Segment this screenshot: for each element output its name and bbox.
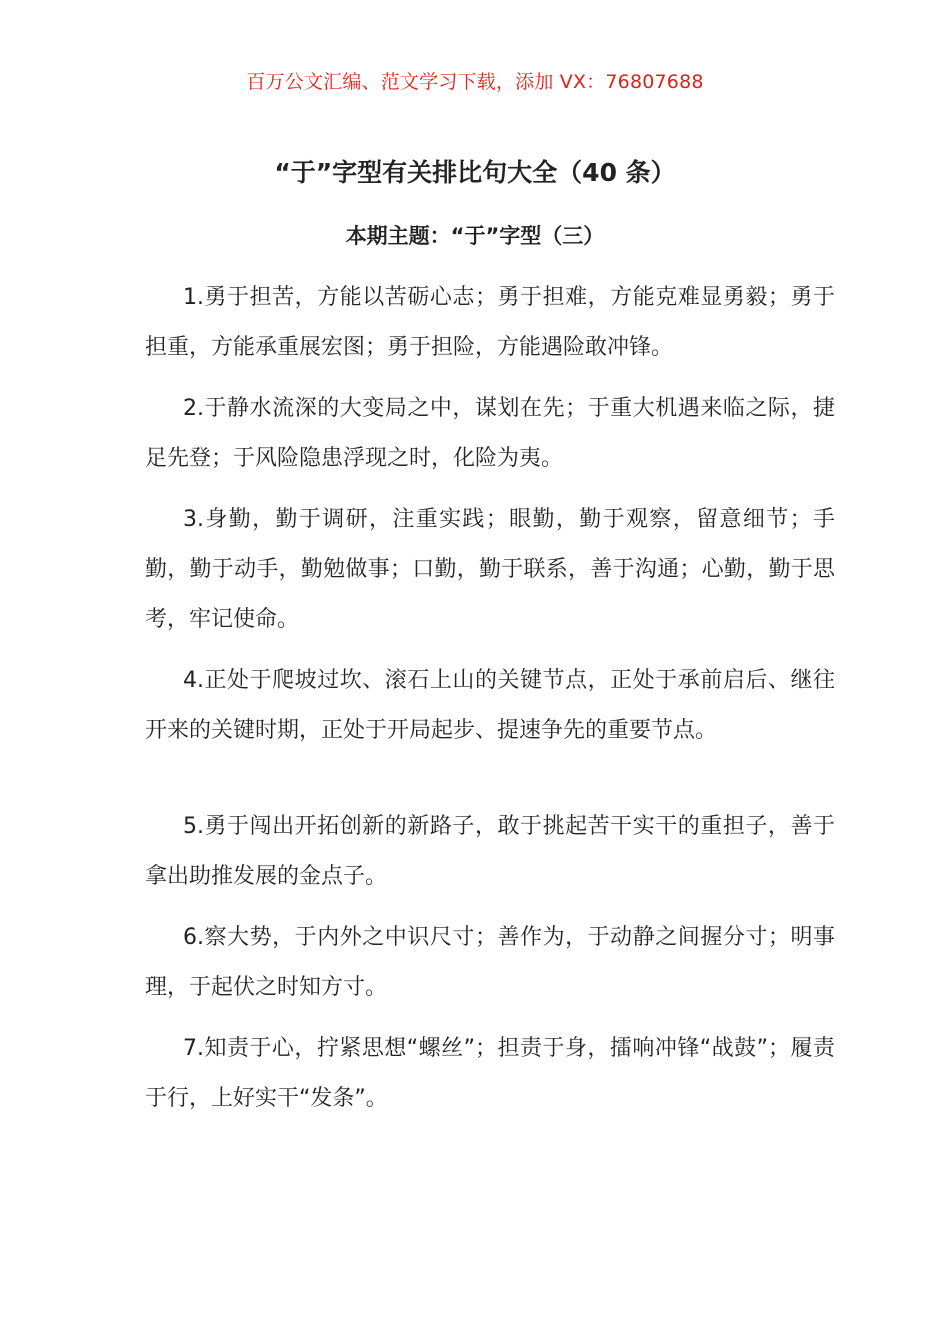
paragraph-2: 2.于静水流深的大变局之中，谋划在先；于重大机遇来临之际，捷足先登；于风险隐患浮现之时，化险为夷。 — [145, 396, 835, 471]
paragraph-6: 6.察大势，于内外之中识尺寸；善作为，于动静之间握分寸；明事理，于起伏之时知方寸。 — [145, 925, 835, 1000]
paragraph-3: 3.身勤，勤于调研，注重实践；眼勤，勤于观察，留意细节；手勤，勤于动手，勤勉做事；口勤，勤于联系，善于沟通；心勤，勤于思考，牢记使命。 — [145, 507, 835, 632]
paragraph-4: 4.正处于爬坡过坎、滚石上山的关键节点，正处于承前启后、继往开来的关键时期，正处于开局起步、提速争先的重要节点。 — [145, 668, 835, 743]
document-title: “于”字型有关排比句大全（40 条） — [274, 158, 676, 187]
paragraph-7: 7.知责于心，拧紧思想“螺丝”；担责于身，擂响冲锋“战鼓”；履责于行，上好实干“发条”。 — [145, 1036, 835, 1111]
paragraph-5: 5.勇于闯出开拓创新的新路子，敢于挑起苦干实干的重担子，善于拿出助推发展的金点子。 — [145, 814, 835, 889]
document-subtitle: 本期主题：“于”字型（三） — [345, 224, 605, 248]
watermark-header: 百万公文汇编、范文学习下载，添加 VX：76807688 — [246, 71, 704, 93]
paragraph-1: 1.勇于担苦，方能以苦砺心志；勇于担难，方能克难显勇毅；勇于担重，方能承重展宏图；勇于担险，方能遇险敢冲锋。 — [145, 285, 835, 360]
document-body — [145, 273, 835, 1135]
